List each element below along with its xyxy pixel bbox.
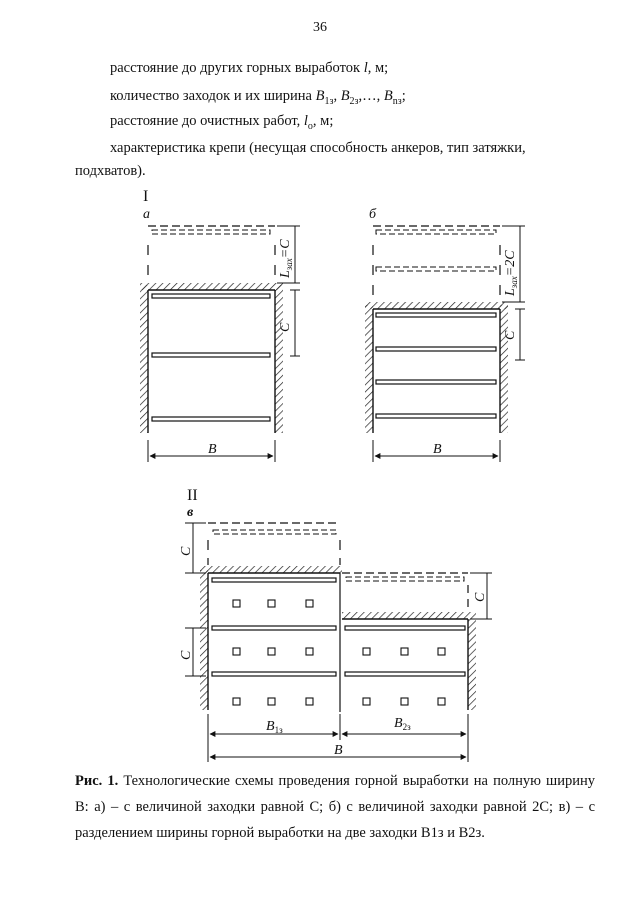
- svg-text:C: C: [503, 330, 518, 340]
- panel-a-dim-B: B: [208, 442, 217, 457]
- svg-text:C: C: [179, 546, 194, 556]
- svg-text:C: C: [278, 322, 293, 332]
- page-number: 36: [313, 20, 327, 35]
- panel-v-diagram: [185, 523, 492, 762]
- text-line-1: расстояние до других горных выработок l, м;: [110, 60, 389, 76]
- panel-b-dim-L: [503, 250, 519, 297]
- panel-a-diagram: [140, 226, 300, 462]
- text-line-3: расстояние до очистных работ, $l_о$, м;: [110, 113, 334, 132]
- panel-v-dim-B: B: [334, 743, 343, 758]
- figure-caption: Рис. 1. Технологические схемы проведения горной выработки на полную ширину B: а) – с величиной заходки равной C; б) с величиной заходки равной 2C; в) – с разделением ширины горной выработки на две заходки B1з и B2з.: [75, 773, 595, 841]
- text-line-2: количество заходок и их ширина $B_{1з}$, $B_{2з},\dots$, $B_{nз}$;: [110, 88, 406, 107]
- panel-v-dim-C-right: [473, 592, 488, 602]
- svg-text:Lзах=2C: $L_{зах}=2C$: [503, 250, 519, 296]
- panel-b-dim-B: B: [433, 442, 442, 457]
- svg-text:C: C: [179, 650, 194, 660]
- panel-b-label: б: [369, 207, 377, 222]
- panel-a-dim-C: [278, 322, 293, 332]
- panel-b-dim-C: [503, 330, 518, 340]
- panel-v-dim-B2: $B_{2з}$: [394, 716, 411, 732]
- svg-text:C: C: [473, 592, 488, 602]
- text-line-4: характеристика крепи (несущая способность анкеров, тип затяжки,: [110, 140, 526, 156]
- svg-text:Lзах=C: $L_{зах}=C$: [278, 239, 294, 278]
- panel-v-dim-C-mid: [179, 650, 194, 660]
- panel-v-dim-C-top: [179, 546, 194, 556]
- panel-a-dim-L: [278, 239, 294, 279]
- section-I-label: I: [143, 188, 149, 205]
- text-line-5: подхватов).: [75, 163, 146, 179]
- section-II-label: II: [187, 487, 198, 504]
- panel-b-diagram: [365, 226, 525, 462]
- panel-v-label: в: [187, 505, 194, 520]
- panel-a-label: а: [143, 207, 150, 222]
- panel-v-dim-B1: $B_{1з}$: [266, 719, 283, 735]
